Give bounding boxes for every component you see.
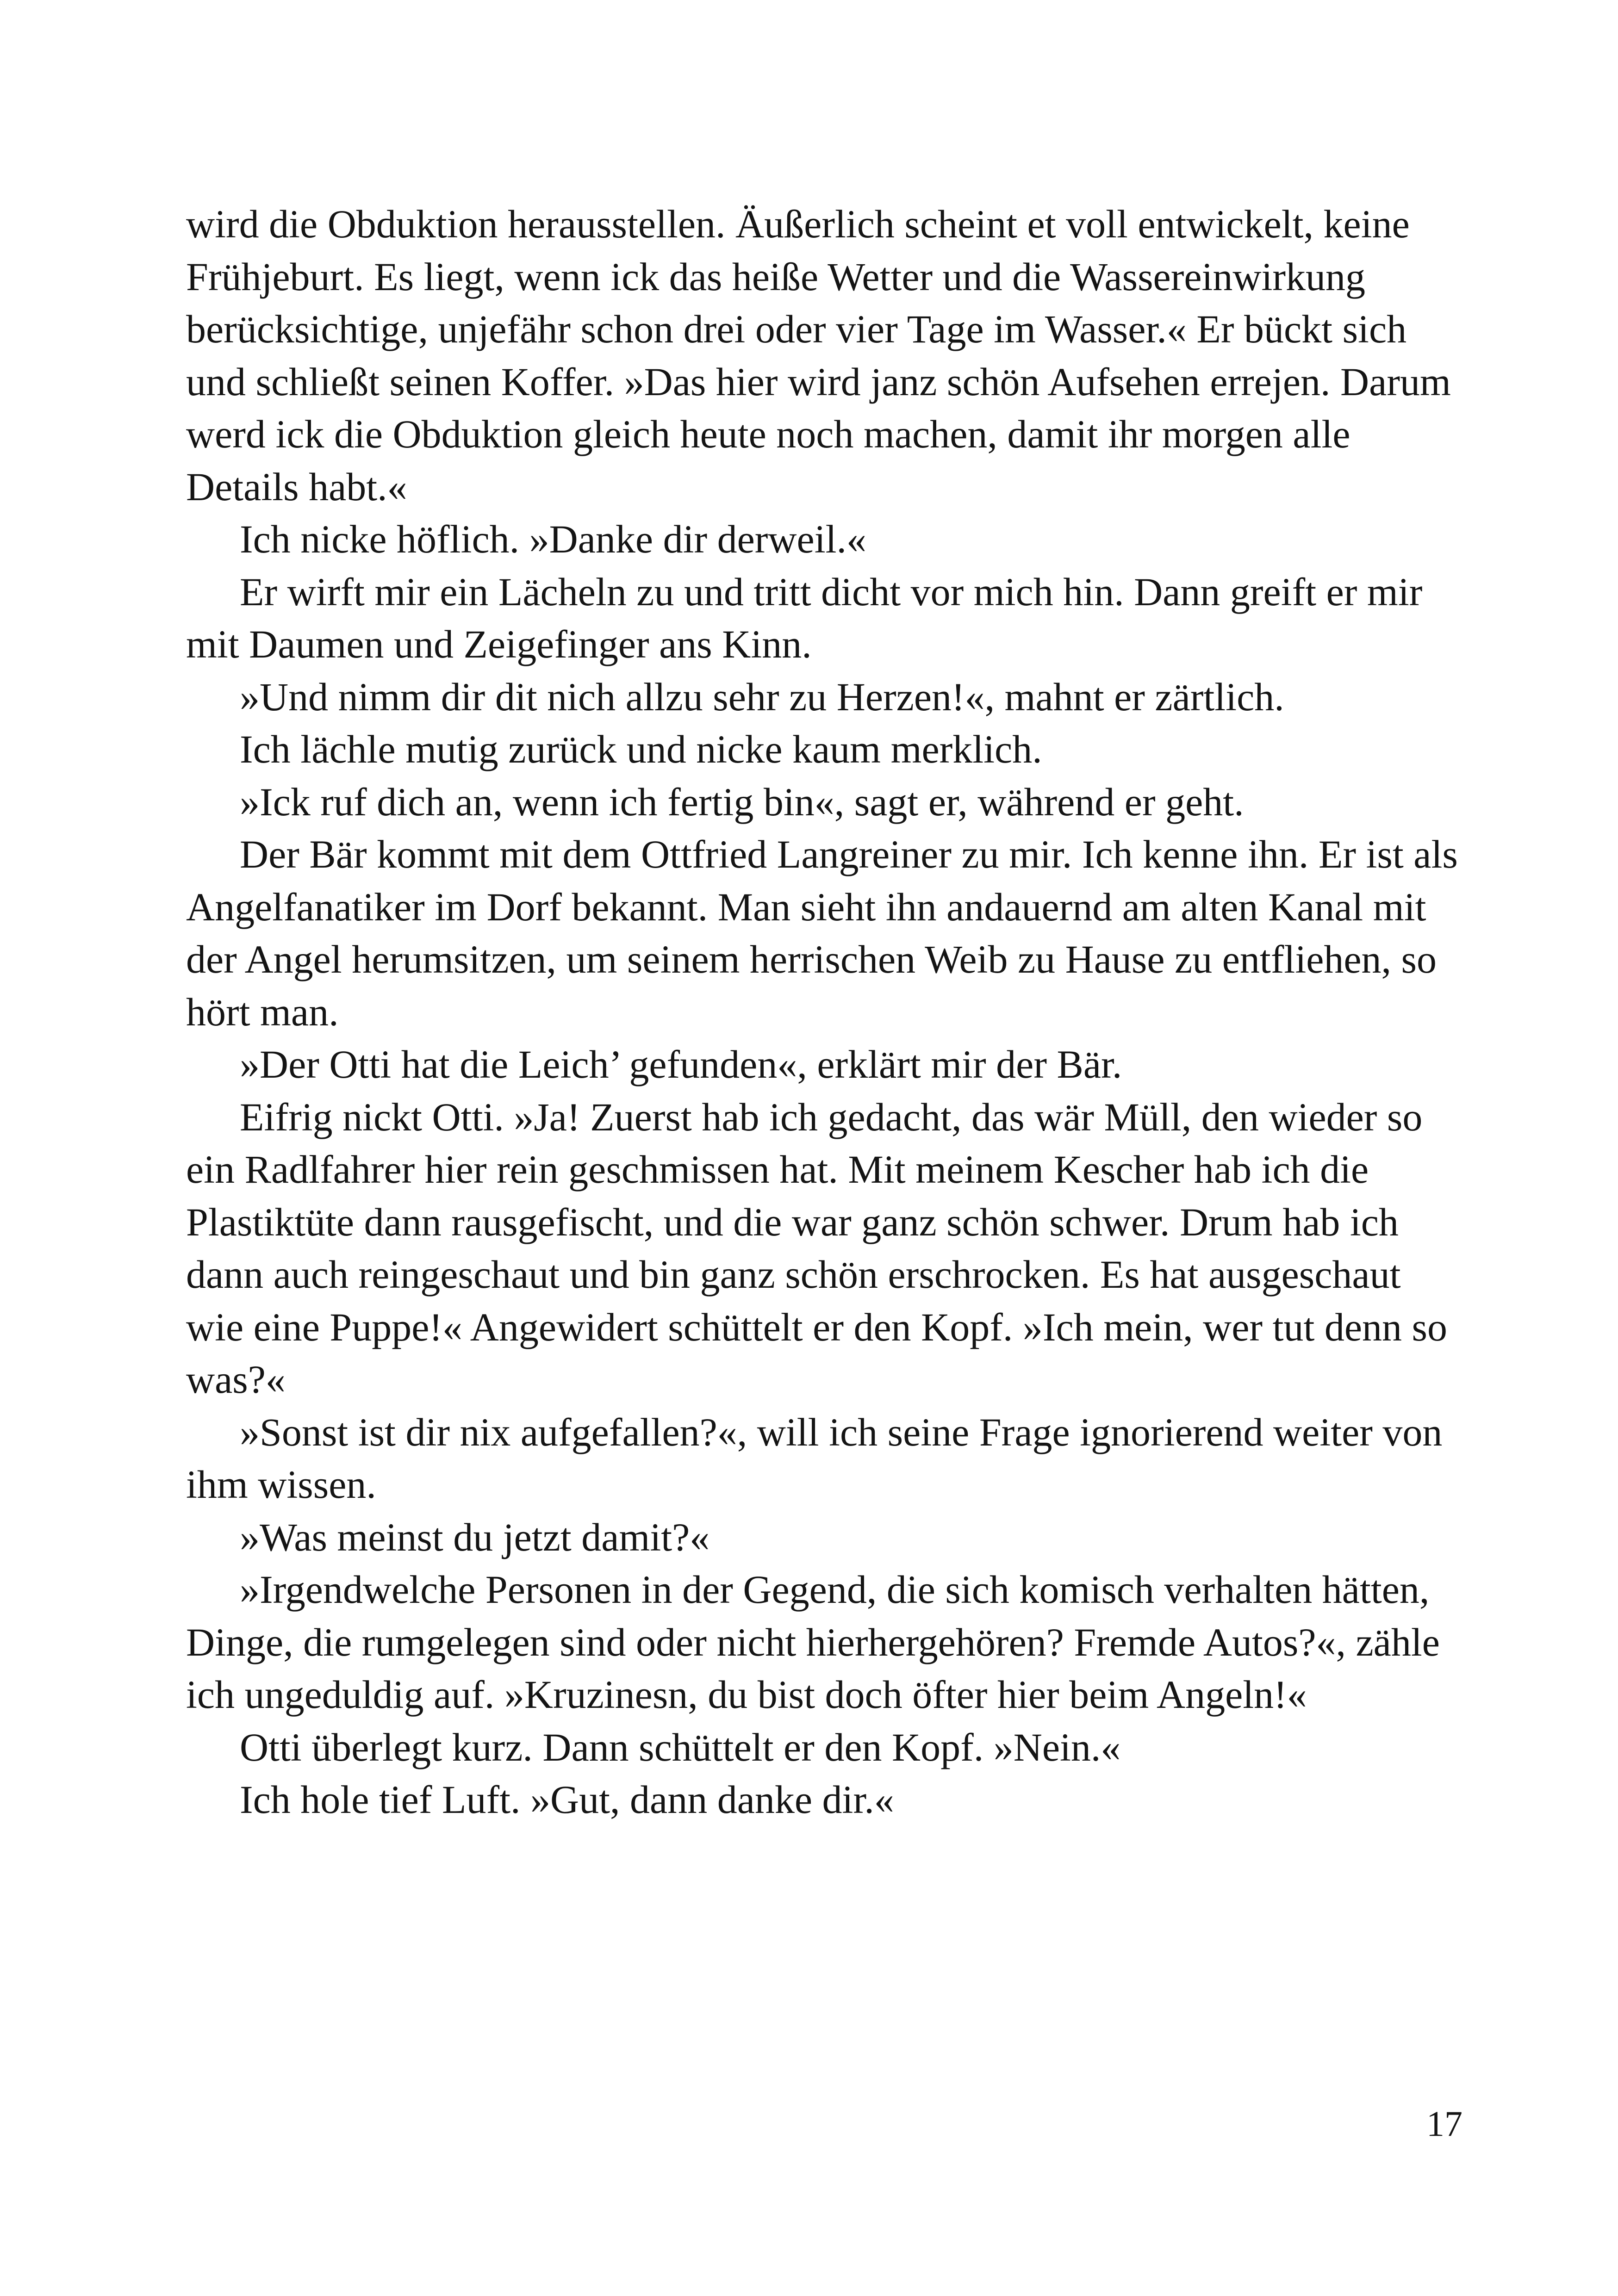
page-number: 17 xyxy=(1426,2104,1462,2144)
paragraph-7: Der Bär kommt mit dem Ottfried Langreiner zu mir. Ich kenne ihn. Er ist als Angelfanatiker im Dorf bekannt. Man sieht ihn andauernd am alten Kanal mit der Angel herumsitzen, um seinem herrischen Weib zu Hause zu entfliehen, so hört man. xyxy=(186,832,1458,1034)
paragraph-4: »Und nimm dir dit nich allzu sehr zu Herzen!«, mahnt er zärtlich. xyxy=(240,674,1284,719)
paragraph-6: »Ick ruf dich an, wenn ich fertig bin«, sagt er, während er geht. xyxy=(240,779,1244,824)
paragraph-8: »Der Otti hat die Leich’ gefunden«, erklärt mir der Bär. xyxy=(240,1042,1122,1086)
paragraph-9: Eifrig nickt Otti. »Ja! Zuerst hab ich gedacht, das wär Müll, den wieder so ein Radlfahrer hier rein geschmissen hat. Mit meinem Kescher hab ich die Plastiktüte dann rausgefischt, und die war ganz schön schwer. Drum hab ich dann auch reingeschaut und bin ganz schön erschrocken. Es hat ausgeschaut wie eine Puppe!« Angewidert schüttelt er den Kopf. »Ich mein, wer tut denn so was?« xyxy=(186,1094,1447,1402)
paragraph-1: wird die Obduktion herausstellen. Äußerlich scheint et voll entwickelt, keine Frühjeburt. Es liegt, wenn ick das heiße Wetter und die Wassereinwirkung berücksichtige, unjefähr schon drei oder vier Tage im Wasser.« Er bückt sich und schließt seinen Koffer. »Das hier wird janz schön Aufsehen errejen. Darum werd ick die Obduktion gleich heute noch machen, damit ihr morgen alle Details habt.« xyxy=(186,202,1451,509)
paragraph-12: »Irgendwelche Personen in der Gegend, die sich komisch verhalten hätten, Dinge, die rumgelegen sind oder nicht hierhergehören? Fremde Autos?«, zähle ich ungeduldig auf. »Kruzinesn, du bist doch öfter hier beim Angeln!« xyxy=(186,1567,1440,1717)
paragraph-3: Er wirft mir ein Lächeln zu und tritt dicht vor mich hin. Dann greift er mir mit Daumen und Zeigefinger ans Kinn. xyxy=(186,569,1423,666)
paragraph-11: »Was meinst du jetzt damit?« xyxy=(240,1514,710,1559)
paragraph-10: »Sonst ist dir nix aufgefallen?«, will ich seine Frage ignorierend weiter von ihm wissen. xyxy=(186,1409,1443,1507)
paragraph-14: Ich hole tief Luft. »Gut, dann danke dir.« xyxy=(240,1777,894,1822)
body-text xyxy=(186,198,1466,1826)
paragraph-5: Ich lächle mutig zurück und nicke kaum merklich. xyxy=(240,727,1042,771)
paragraph-2: Ich nicke höflich. »Danke dir derweil.« xyxy=(240,517,866,561)
paragraph-13: Otti überlegt kurz. Dann schüttelt er den Kopf. »Nein.« xyxy=(240,1725,1121,1769)
